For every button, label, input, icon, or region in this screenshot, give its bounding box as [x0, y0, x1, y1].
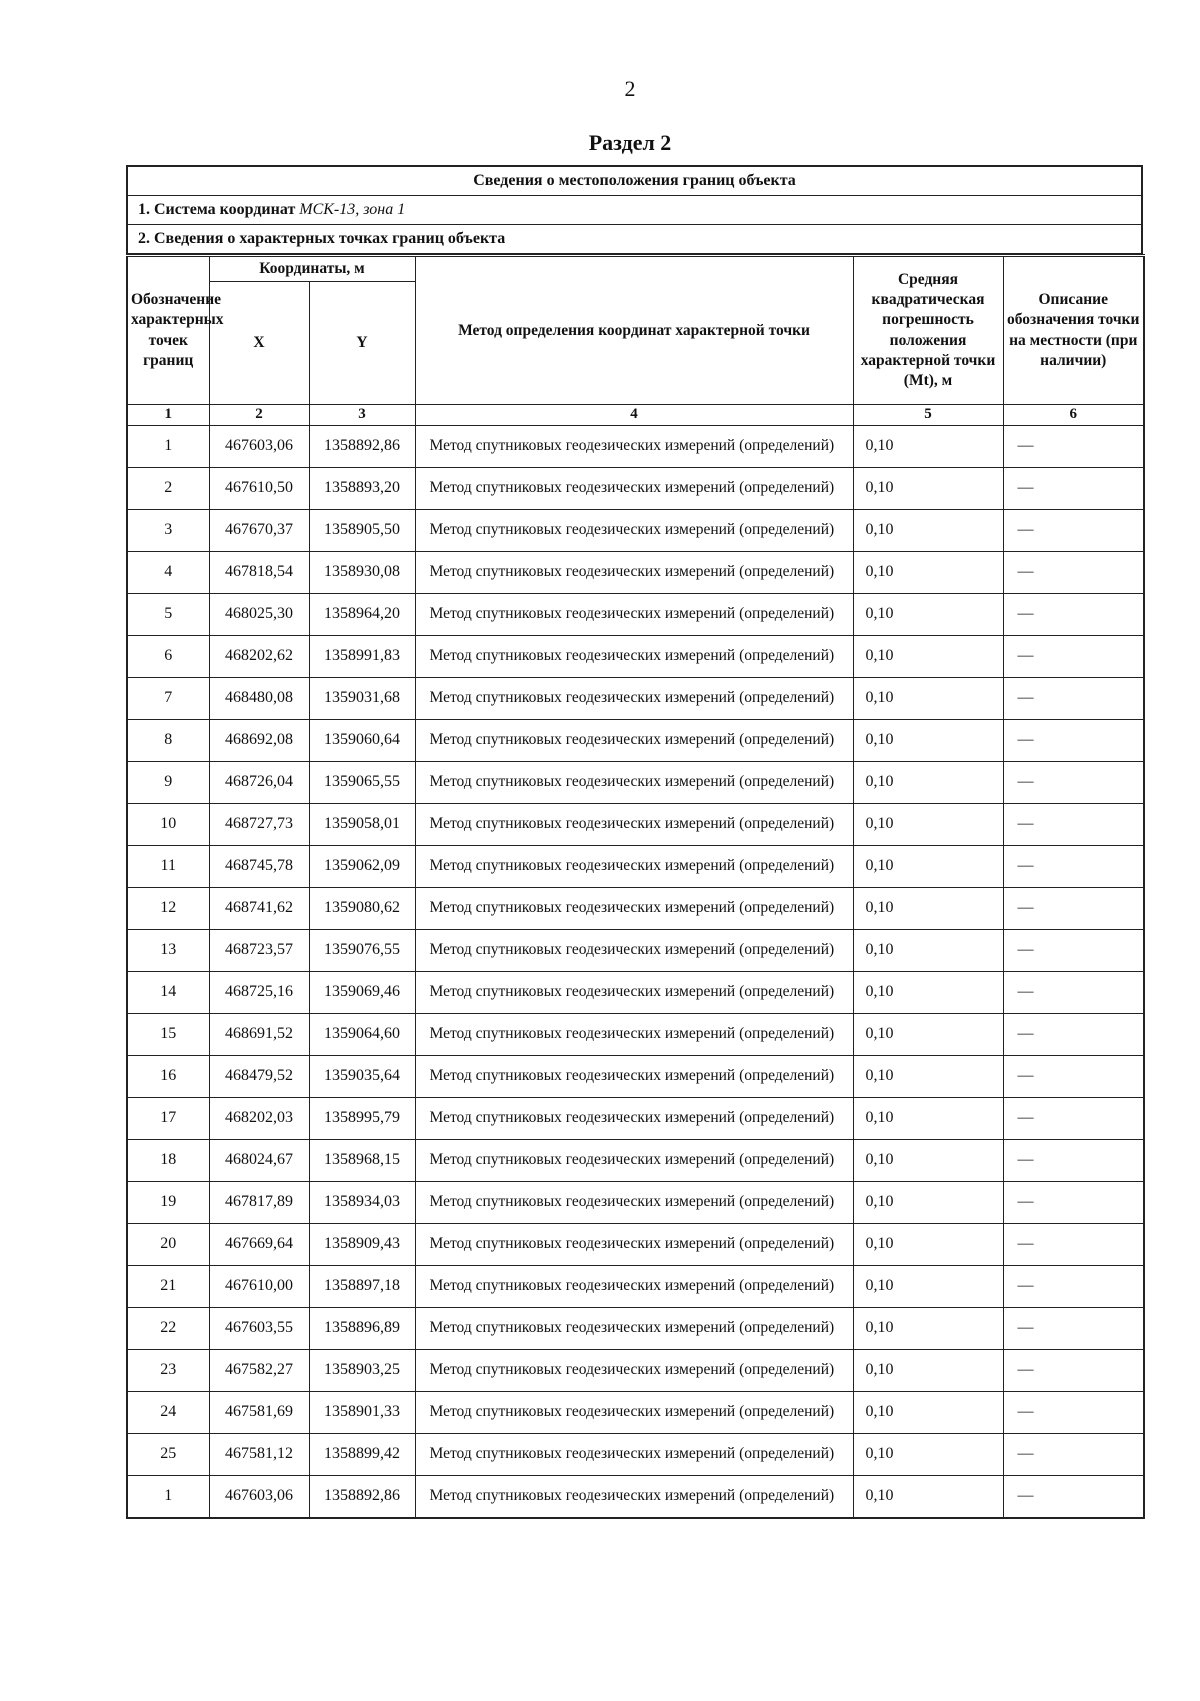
x-coordinate-cell: 468691,52 [209, 1013, 309, 1055]
x-coordinate-cell: 468723,57 [209, 929, 309, 971]
error-cell: 0,10 [853, 635, 1003, 677]
table-row [127, 719, 1144, 761]
method-cell: Метод спутниковых геодезических измерений (определений) [415, 425, 853, 467]
description-cell: — [1003, 677, 1144, 719]
point-number-cell: 4 [127, 551, 209, 593]
x-coordinate-cell: 467669,64 [209, 1223, 309, 1265]
method-cell: Метод спутниковых геодезических измерений (определений) [415, 1349, 853, 1391]
table-title: Сведения о местоположения границ объекта [127, 166, 1142, 196]
column-numbers-row [127, 405, 1144, 426]
table-row [127, 1349, 1144, 1391]
col-header-designation: Обозначение характерных точек границ [127, 256, 209, 405]
method-cell: Метод спутниковых геодезических измерений (определений) [415, 971, 853, 1013]
error-cell: 0,10 [853, 1097, 1003, 1139]
y-coordinate-cell: 1358909,43 [309, 1223, 415, 1265]
points-table-body [127, 425, 1144, 1518]
table-row [127, 1475, 1144, 1518]
column-number: 2 [209, 405, 309, 426]
x-coordinate-cell: 468727,73 [209, 803, 309, 845]
description-cell: — [1003, 1223, 1144, 1265]
points-table [126, 254, 1145, 1519]
y-coordinate-cell: 1359031,68 [309, 677, 415, 719]
description-cell: — [1003, 887, 1144, 929]
point-number-cell: 7 [127, 677, 209, 719]
description-cell: — [1003, 761, 1144, 803]
point-number-cell: 12 [127, 887, 209, 929]
method-cell: Метод спутниковых геодезических измерений (определений) [415, 635, 853, 677]
col-header-description: Описание обозначения точки на местности (при наличии) [1003, 256, 1144, 405]
method-cell: Метод спутниковых геодезических измерений (определений) [415, 803, 853, 845]
method-cell: Метод спутниковых геодезических измерений (определений) [415, 719, 853, 761]
method-cell: Метод спутниковых геодезических измерений (определений) [415, 1223, 853, 1265]
error-cell: 0,10 [853, 1307, 1003, 1349]
table-row [127, 1055, 1144, 1097]
y-coordinate-cell: 1359035,64 [309, 1055, 415, 1097]
column-number: 1 [127, 405, 209, 426]
error-cell: 0,10 [853, 1475, 1003, 1518]
method-cell: Метод спутниковых геодезических измерений (определений) [415, 761, 853, 803]
error-cell: 0,10 [853, 1223, 1003, 1265]
table-row [127, 1433, 1144, 1475]
method-cell: Метод спутниковых геодезических измерений (определений) [415, 1433, 853, 1475]
x-coordinate-cell: 467603,55 [209, 1307, 309, 1349]
method-cell: Метод спутниковых геодезических измерений (определений) [415, 467, 853, 509]
point-number-cell: 20 [127, 1223, 209, 1265]
table-row [127, 845, 1144, 887]
error-cell: 0,10 [853, 425, 1003, 467]
error-cell: 0,10 [853, 509, 1003, 551]
method-cell: Метод спутниковых геодезических измерений (определений) [415, 887, 853, 929]
section-title: Раздел 2 [588, 130, 672, 155]
x-coordinate-cell: 468025,30 [209, 593, 309, 635]
coord-system-label: 1. Система координат [138, 201, 296, 218]
y-coordinate-cell: 1358903,25 [309, 1349, 415, 1391]
point-number-cell: 14 [127, 971, 209, 1013]
description-cell: — [1003, 1013, 1144, 1055]
description-cell: — [1003, 509, 1144, 551]
x-coordinate-cell: 468479,52 [209, 1055, 309, 1097]
y-coordinate-cell: 1359076,55 [309, 929, 415, 971]
x-coordinate-cell: 468745,78 [209, 845, 309, 887]
table-row [127, 887, 1144, 929]
error-cell: 0,10 [853, 929, 1003, 971]
error-cell: 0,10 [853, 1391, 1003, 1433]
error-cell: 0,10 [853, 467, 1003, 509]
description-cell: — [1003, 971, 1144, 1013]
y-coordinate-cell: 1358991,83 [309, 635, 415, 677]
error-cell: 0,10 [853, 1013, 1003, 1055]
method-cell: Метод спутниковых геодезических измерений (определений) [415, 593, 853, 635]
table-row [127, 971, 1144, 1013]
table-row [127, 509, 1144, 551]
method-cell: Метод спутниковых геодезических измерений (определений) [415, 1139, 853, 1181]
method-cell: Метод спутниковых геодезических измерений (определений) [415, 845, 853, 887]
y-coordinate-cell: 1358897,18 [309, 1265, 415, 1307]
error-cell: 0,10 [853, 803, 1003, 845]
description-cell: — [1003, 551, 1144, 593]
point-number-cell: 23 [127, 1349, 209, 1391]
method-cell: Метод спутниковых геодезических измерений (определений) [415, 1307, 853, 1349]
y-coordinate-cell: 1359069,46 [309, 971, 415, 1013]
y-coordinate-cell: 1359062,09 [309, 845, 415, 887]
table-row [127, 1265, 1144, 1307]
error-cell: 0,10 [853, 1265, 1003, 1307]
coord-system-value: МСК-13, зона 1 [299, 201, 406, 218]
col-header-coords: Координаты, м [209, 256, 415, 282]
y-coordinate-cell: 1359060,64 [309, 719, 415, 761]
point-number-cell: 1 [127, 425, 209, 467]
method-cell: Метод спутниковых геодезических измерений (определений) [415, 1475, 853, 1518]
method-cell: Метод спутниковых геодезических измерений (определений) [415, 509, 853, 551]
point-number-cell: 9 [127, 761, 209, 803]
point-number-cell: 8 [127, 719, 209, 761]
point-number-cell: 17 [127, 1097, 209, 1139]
point-number-cell: 15 [127, 1013, 209, 1055]
description-cell: — [1003, 1433, 1144, 1475]
description-cell: — [1003, 1349, 1144, 1391]
point-number-cell: 16 [127, 1055, 209, 1097]
x-coordinate-cell: 468024,67 [209, 1139, 309, 1181]
description-cell: — [1003, 1475, 1144, 1518]
point-number-cell: 2 [127, 467, 209, 509]
point-number-cell: 19 [127, 1181, 209, 1223]
x-coordinate-cell: 468480,08 [209, 677, 309, 719]
col-header-x: X [209, 282, 309, 405]
table-row [127, 1223, 1144, 1265]
method-cell: Метод спутниковых геодезических измерений (определений) [415, 1181, 853, 1223]
col-header-method: Метод определения координат характерной точки [415, 256, 853, 405]
description-cell: — [1003, 1307, 1144, 1349]
description-cell: — [1003, 803, 1144, 845]
description-cell: — [1003, 845, 1144, 887]
x-coordinate-cell: 467670,37 [209, 509, 309, 551]
col-header-y: Y [309, 282, 415, 405]
y-coordinate-cell: 1358905,50 [309, 509, 415, 551]
point-number-cell: 21 [127, 1265, 209, 1307]
points-section-title: 2. Сведения о характерных точках границ объекта [127, 225, 1142, 254]
table-row [127, 761, 1144, 803]
page-number: 2 [624, 76, 636, 101]
description-cell: — [1003, 593, 1144, 635]
method-cell: Метод спутниковых геодезических измерений (определений) [415, 1055, 853, 1097]
x-coordinate-cell: 468726,04 [209, 761, 309, 803]
method-cell: Метод спутниковых геодезических измерений (определений) [415, 1097, 853, 1139]
table-row [127, 1097, 1144, 1139]
method-cell: Метод спутниковых геодезических измерений (определений) [415, 551, 853, 593]
method-cell: Метод спутниковых геодезических измерений (определений) [415, 929, 853, 971]
error-cell: 0,10 [853, 719, 1003, 761]
x-coordinate-cell: 467582,27 [209, 1349, 309, 1391]
y-coordinate-cell: 1358968,15 [309, 1139, 415, 1181]
col-header-error: Средняя квадратическая погрешность положения характерной точки (Mt), м [853, 256, 1003, 405]
point-number-cell: 5 [127, 593, 209, 635]
error-cell: 0,10 [853, 551, 1003, 593]
error-cell: 0,10 [853, 1181, 1003, 1223]
table-row [127, 1181, 1144, 1223]
y-coordinate-cell: 1358964,20 [309, 593, 415, 635]
error-cell: 0,10 [853, 677, 1003, 719]
description-cell: — [1003, 929, 1144, 971]
x-coordinate-cell: 467818,54 [209, 551, 309, 593]
error-cell: 0,10 [853, 1139, 1003, 1181]
description-cell: — [1003, 425, 1144, 467]
y-coordinate-cell: 1358930,08 [309, 551, 415, 593]
point-number-cell: 13 [127, 929, 209, 971]
description-cell: — [1003, 1181, 1144, 1223]
point-number-cell: 3 [127, 509, 209, 551]
object-info-table [126, 165, 1143, 254]
point-number-cell: 18 [127, 1139, 209, 1181]
coord-system-row [127, 196, 1142, 225]
description-cell: — [1003, 1265, 1144, 1307]
x-coordinate-cell: 468692,08 [209, 719, 309, 761]
x-coordinate-cell: 467581,12 [209, 1433, 309, 1475]
column-number: 5 [853, 405, 1003, 426]
column-number: 4 [415, 405, 853, 426]
error-cell: 0,10 [853, 593, 1003, 635]
x-coordinate-cell: 467610,00 [209, 1265, 309, 1307]
x-coordinate-cell: 468725,16 [209, 971, 309, 1013]
error-cell: 0,10 [853, 845, 1003, 887]
error-cell: 0,10 [853, 887, 1003, 929]
table-row [127, 1013, 1144, 1055]
column-number: 6 [1003, 405, 1144, 426]
table-row [127, 593, 1144, 635]
table-row [127, 551, 1144, 593]
point-number-cell: 1 [127, 1475, 209, 1518]
y-coordinate-cell: 1358934,03 [309, 1181, 415, 1223]
y-coordinate-cell: 1358892,86 [309, 425, 415, 467]
point-number-cell: 24 [127, 1391, 209, 1433]
x-coordinate-cell: 467603,06 [209, 1475, 309, 1518]
y-coordinate-cell: 1359058,01 [309, 803, 415, 845]
method-cell: Метод спутниковых геодезических измерений (определений) [415, 1013, 853, 1055]
x-coordinate-cell: 468202,03 [209, 1097, 309, 1139]
error-cell: 0,10 [853, 761, 1003, 803]
description-cell: — [1003, 1097, 1144, 1139]
y-coordinate-cell: 1358901,33 [309, 1391, 415, 1433]
x-coordinate-cell: 467603,06 [209, 425, 309, 467]
y-coordinate-cell: 1358893,20 [309, 467, 415, 509]
table-row [127, 677, 1144, 719]
point-number-cell: 10 [127, 803, 209, 845]
table-row [127, 803, 1144, 845]
document-body [126, 165, 1143, 1519]
y-coordinate-cell: 1359065,55 [309, 761, 415, 803]
x-coordinate-cell: 467610,50 [209, 467, 309, 509]
point-number-cell: 22 [127, 1307, 209, 1349]
error-cell: 0,10 [853, 1349, 1003, 1391]
column-number: 3 [309, 405, 415, 426]
point-number-cell: 6 [127, 635, 209, 677]
x-coordinate-cell: 467581,69 [209, 1391, 309, 1433]
table-row [127, 1139, 1144, 1181]
point-number-cell: 25 [127, 1433, 209, 1475]
error-cell: 0,10 [853, 971, 1003, 1013]
x-coordinate-cell: 467817,89 [209, 1181, 309, 1223]
y-coordinate-cell: 1358892,86 [309, 1475, 415, 1518]
y-coordinate-cell: 1359080,62 [309, 887, 415, 929]
y-coordinate-cell: 1358899,42 [309, 1433, 415, 1475]
table-row [127, 929, 1144, 971]
point-number-cell: 11 [127, 845, 209, 887]
y-coordinate-cell: 1358896,89 [309, 1307, 415, 1349]
y-coordinate-cell: 1359064,60 [309, 1013, 415, 1055]
y-coordinate-cell: 1358995,79 [309, 1097, 415, 1139]
table-row [127, 1307, 1144, 1349]
x-coordinate-cell: 468741,62 [209, 887, 309, 929]
method-cell: Метод спутниковых геодезических измерений (определений) [415, 677, 853, 719]
description-cell: — [1003, 467, 1144, 509]
table-row [127, 425, 1144, 467]
table-row [127, 1391, 1144, 1433]
description-cell: — [1003, 719, 1144, 761]
table-row [127, 467, 1144, 509]
x-coordinate-cell: 468202,62 [209, 635, 309, 677]
error-cell: 0,10 [853, 1433, 1003, 1475]
description-cell: — [1003, 635, 1144, 677]
table-row [127, 635, 1144, 677]
error-cell: 0,10 [853, 1055, 1003, 1097]
method-cell: Метод спутниковых геодезических измерений (определений) [415, 1391, 853, 1433]
method-cell: Метод спутниковых геодезических измерений (определений) [415, 1265, 853, 1307]
description-cell: — [1003, 1055, 1144, 1097]
description-cell: — [1003, 1139, 1144, 1181]
description-cell: — [1003, 1391, 1144, 1433]
